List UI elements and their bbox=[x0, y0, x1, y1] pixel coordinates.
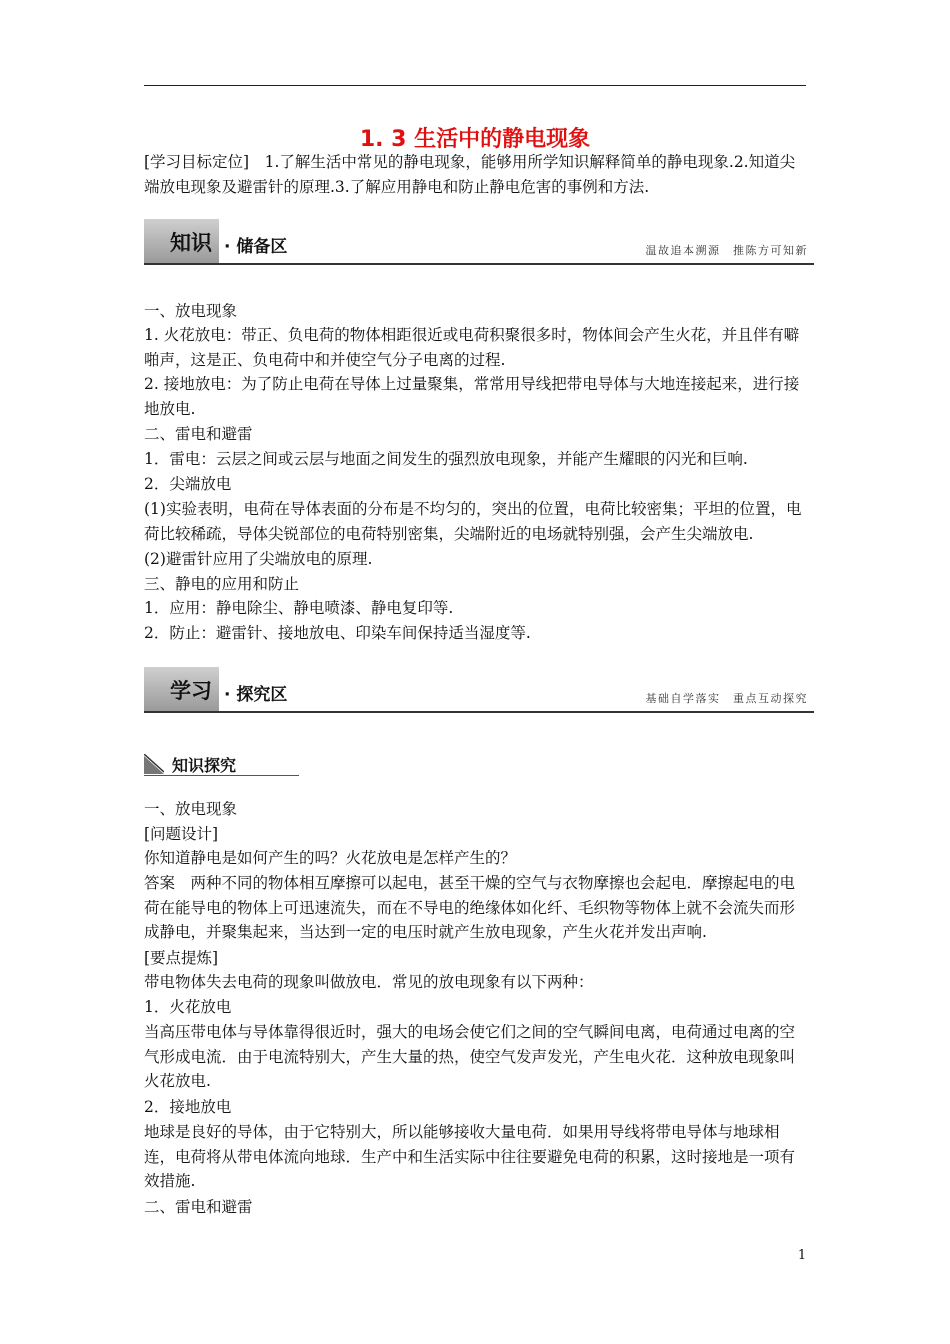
s1-heading-application: 三、静电的应用和防止 bbox=[144, 575, 300, 593]
subhead-knowledge-explore bbox=[144, 751, 299, 779]
s1-heading-lightning: 二、雷电和避雷 bbox=[144, 425, 253, 443]
s2-question: 你知道静电是如何产生的吗？火花放电是怎样产生的？ bbox=[144, 849, 517, 867]
banner-study-explore bbox=[144, 667, 814, 713]
header-rule bbox=[144, 85, 806, 86]
learning-objectives: [学习目标定位] 1.了解生活中常见的静电现象，能够用所学知识解释简单的静电现象.2.知道尖端放电现象及避雷针的原理.3.了解应用静电和防止静电危害的事例和方法. bbox=[144, 153, 796, 196]
banner-small-label: · 储备区 bbox=[224, 237, 288, 257]
corner-triangle-icon bbox=[144, 754, 164, 774]
page-number: 1 bbox=[797, 1248, 807, 1263]
s2-spark-text: 当高压带电体与导体靠得很近时，强大的电场会使它们之间的空气瞬间电离，电荷通过电离的空气形成电流．由于电流特别大，产生大量的热，使空气发声发光，产生电火花．这种放电现象叫火花放电. bbox=[144, 1023, 796, 1090]
s2-heading-lightning: 二、雷电和避雷 bbox=[144, 1198, 253, 1216]
s1-application: 1．应用：静电除尘、静电喷漆、静电复印等. bbox=[144, 599, 454, 617]
s1-experiment: (1)实验表明，电荷在导体表面的分布是不均匀的，突出的位置，电荷比较密集；平坦的位置，电荷比较稀疏，导体尖锐部位的电荷特别密集，尖端附近的电场就特别强，会产生尖端放电. bbox=[144, 500, 802, 543]
s1-heading-discharge: 一、放电现象 bbox=[144, 302, 238, 320]
banner-big-label: 学习 bbox=[170, 679, 212, 703]
s2-answer: 答案 两种不同的物体相互摩擦可以起电，甚至干燥的空气与衣物摩擦也会起电．摩擦起电的电荷在能导电的物体上可迅速流失，而在不导电的绝缘体如化纤、毛织物等物体上就不会流失而形成静电，并聚集起来，当达到一定的电压时就产生放电现象，产生火花并发出声响. bbox=[144, 874, 796, 941]
s1-lightning-rod: (2)避雷针应用了尖端放电的原理. bbox=[144, 550, 373, 568]
banner-knowledge-reserve bbox=[144, 219, 814, 265]
s2-key-points: [要点提炼] bbox=[144, 949, 219, 967]
banner-small-label: · 探究区 bbox=[224, 685, 288, 705]
s1-ground-discharge: 2. 接地放电：为了防止电荷在导体上过量聚集，常常用导线把带电导体与大地连接起来，进行接地放电. bbox=[144, 375, 800, 418]
s2-question-design: [问题设计] bbox=[144, 825, 219, 843]
s2-ground-text: 地球是良好的导体，由于它特别大，所以能够接收大量电荷．如果用导线将带电导体与地球相连，电荷将从带电体流向地球．生产中和生活实际中往往要避免电荷的积累，这时接地是一项有效措施. bbox=[144, 1123, 796, 1190]
banner-motto: 温故追本溯源 推陈方可知新 bbox=[645, 244, 808, 257]
s1-lightning: 1．雷电：云层之间或云层与地面之间发生的强烈放电现象，并能产生耀眼的闪光和巨响. bbox=[144, 450, 748, 468]
s2-heading-discharge: 一、放电现象 bbox=[144, 800, 238, 818]
s2-ground-heading: 2．接地放电 bbox=[144, 1098, 232, 1116]
banner-big-label: 知识 bbox=[170, 231, 212, 255]
s2-spark-heading: 1．火花放电 bbox=[144, 998, 232, 1016]
subhead-underline bbox=[144, 775, 299, 776]
banner-motto: 基础自学落实 重点互动探究 bbox=[645, 692, 808, 705]
page-title: 1. 3 生活中的静电现象 bbox=[359, 127, 591, 152]
banner-rule bbox=[144, 263, 814, 265]
s1-prevention: 2．防止：避雷针、接地放电、印染车间保持适当湿度等. bbox=[144, 624, 531, 642]
s1-spark-discharge: 1. 火花放电：带正、负电荷的物体相距很近或电荷积聚很多时，物体间会产生火花，并且伴有噼啪声，这是正、负电荷中和并使空气分子电离的过程. bbox=[144, 326, 800, 369]
s1-point-discharge: 2．尖端放电 bbox=[144, 475, 232, 493]
subhead-label: 知识探究 bbox=[172, 756, 237, 775]
s2-discharge-definition: 带电物体失去电荷的现象叫做放电．常见的放电现象有以下两种： bbox=[144, 973, 594, 991]
banner-rule bbox=[144, 711, 814, 713]
